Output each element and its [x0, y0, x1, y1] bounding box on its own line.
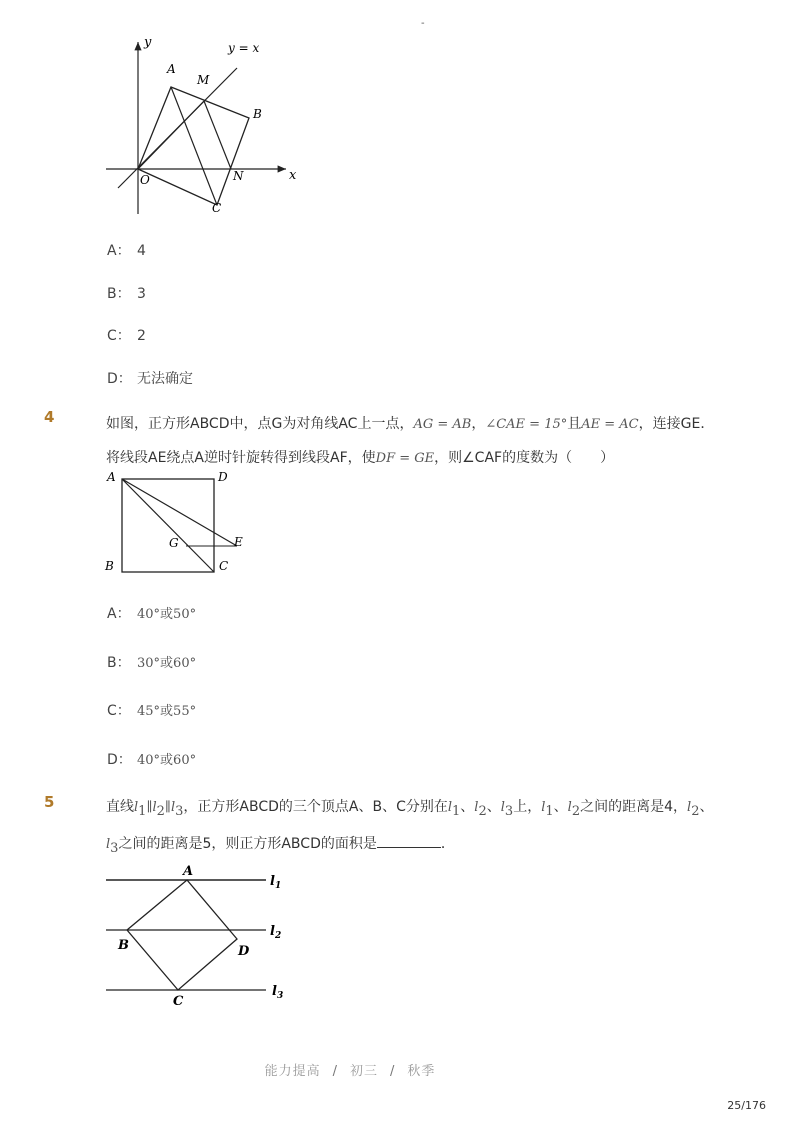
footer-grade: 初三 — [349, 1064, 378, 1079]
option-text: 3 — [137, 286, 146, 302]
label-G: G — [169, 536, 179, 550]
option-text: 无法确定 — [137, 371, 193, 387]
label-y: y — [144, 35, 152, 50]
option-text: 4 — [137, 243, 146, 259]
q4-figure — [100, 466, 250, 578]
label-A: A — [167, 62, 176, 76]
q4-option-b[interactable] — [107, 652, 196, 672]
label-B: B — [105, 559, 114, 573]
footer-separator: / — [332, 1064, 338, 1079]
label-D: D — [238, 944, 250, 959]
segment-AE — [122, 479, 237, 546]
option-label: C： — [107, 328, 131, 344]
footer-term: 秋季 — [407, 1064, 436, 1079]
segment-MN — [204, 101, 231, 169]
q5-stem-line2: $l_3$之间的距离是5，则正方形ABCD的面积是 ． — [106, 836, 455, 856]
footer-course-info — [0, 1060, 700, 1079]
label-line: y = x — [228, 41, 260, 55]
label-C: C — [219, 559, 229, 573]
question-number-5: 5 — [44, 793, 55, 811]
label-x: x — [289, 168, 297, 183]
label-l3: $l_3$ — [272, 984, 284, 1001]
segment-OM — [138, 101, 204, 169]
label-C: C — [173, 994, 184, 1009]
option-label: D： — [107, 752, 132, 768]
page-number: 25/176 — [727, 1099, 766, 1112]
q3-figure — [100, 30, 310, 220]
label-C: C — [212, 201, 222, 215]
option-text: 40°或60° — [137, 753, 197, 768]
label-O: O — [140, 173, 150, 187]
label-E: E — [234, 535, 243, 549]
q4-stem-line1: 如图，正方形ABCD中，点G为对角线AC上一点，AG = AB，∠CAE = 15°且AE = AC，连接GE． — [106, 416, 715, 432]
option-label: D： — [107, 371, 132, 387]
option-label: B： — [107, 655, 131, 671]
square-ABCD — [127, 880, 237, 990]
option-label: A： — [107, 606, 131, 622]
question-number-4: 4 — [44, 408, 55, 426]
option-label: C： — [107, 703, 131, 719]
q3-option-a[interactable] — [107, 240, 146, 260]
label-A: A — [107, 470, 116, 484]
option-text: 45°或55° — [137, 704, 197, 719]
option-label: B： — [107, 286, 131, 302]
footer-level: 能力提高 — [264, 1064, 321, 1079]
footer-separator: / — [390, 1064, 396, 1079]
label-N: N — [233, 169, 244, 183]
q4-stem-line2: 将线段AE绕点A逆时针旋转得到线段AF，使DF = GE，则∠CAF的度数为（ ） — [106, 450, 615, 466]
q3-option-d[interactable] — [107, 368, 193, 388]
label-M: M — [197, 73, 210, 87]
option-text: 30°或60° — [137, 656, 197, 671]
q4-option-c[interactable] — [107, 700, 196, 720]
q3-option-c[interactable] — [107, 325, 146, 345]
q5-stem-line1: 直线$l_1\parallel l_2\parallel l_3$，正方形ABCD的三个顶点A、B、C分别在$l_1$、$l_2$、$l_3$上，$l_1$、$l_2$之间的距离是4，$l_2$、 — [106, 799, 714, 819]
label-B: B — [253, 107, 262, 121]
q3-option-b[interactable] — [107, 283, 146, 303]
option-text: 2 — [137, 328, 146, 344]
option-text: 40°或50° — [137, 607, 197, 622]
q4-option-d[interactable] — [107, 749, 196, 769]
answer-blank[interactable] — [377, 835, 441, 848]
q5-figure — [100, 858, 300, 1010]
label-B: B — [118, 938, 129, 953]
diagonal-AC — [122, 479, 214, 572]
option-label: A： — [107, 243, 131, 259]
label-A: A — [183, 864, 194, 879]
top-mark: - — [421, 18, 425, 29]
label-l2: $l_2$ — [270, 924, 282, 941]
q4-option-a[interactable] — [107, 603, 196, 623]
label-D: D — [218, 470, 228, 484]
label-l1: $l_1$ — [270, 874, 282, 891]
